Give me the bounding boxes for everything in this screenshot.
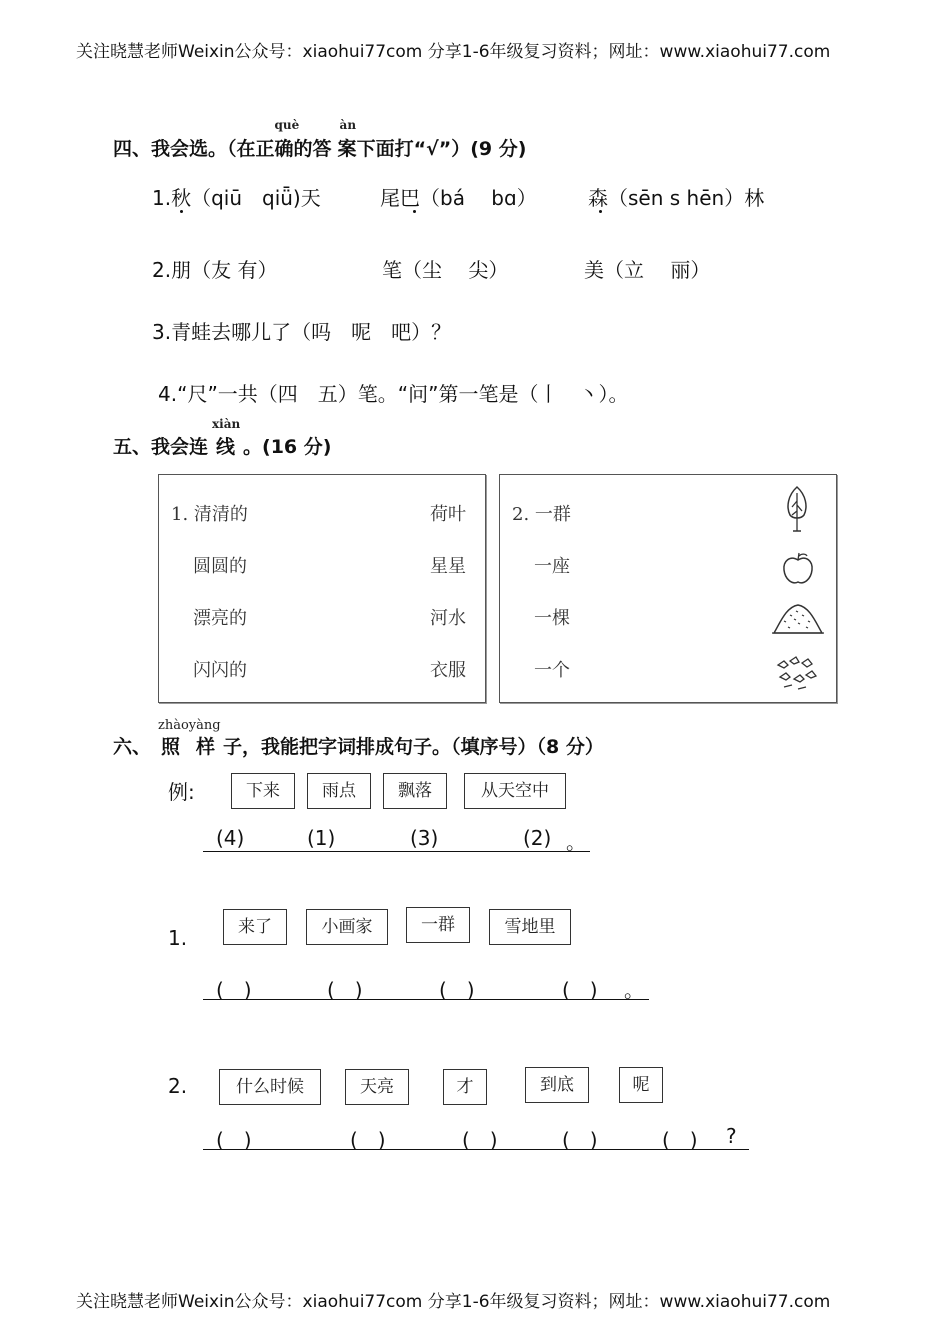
word-box: 一群 [406,907,470,943]
measure-word: 一座 [534,556,570,577]
title-part: 四、我会选。（在正 [113,138,275,160]
page-footer: 关注晓慧老师Weixin公众号：xiaohui77com 分享1-6年级复习资料；网址：www.xiaohui77.com [76,1292,831,1312]
answer-slot: (1) [307,826,336,850]
answer-slot[interactable]: ( ) [216,978,252,1002]
title-part: 五、我会连 [113,436,209,458]
question-4: 4.“尺”一共（四 五）笔。“问”第一笔是（丨 丶）。 [158,382,629,406]
tree-icon [782,485,812,535]
answer-slot[interactable]: ( ) [327,978,363,1002]
word-box: 天亮 [345,1069,409,1105]
title-part: 。(16 分) [243,436,332,458]
pinyin-zhaoyang: zhàoyàng [158,718,221,733]
answer-underline [203,851,590,852]
measure-word: 2. 一群 [512,504,571,525]
word-box: 雪地里 [489,909,571,945]
emphasis-dot [413,210,416,213]
word-box: 什么时候 [219,1069,321,1105]
matching-panel-1 [158,474,486,703]
pinyin-que: què [274,118,300,132]
answer-underline [203,1149,749,1150]
word-box: 呢 [619,1067,663,1103]
answer-slot[interactable]: ( ) [439,978,475,1002]
pinyin-an: àn [339,118,357,132]
example-label: 例: [168,780,195,804]
hill-icon [770,599,826,639]
question-1b: 尾巴（bá bɑ） [380,186,537,210]
title-part: 的答 [293,138,332,160]
answer-slot: (3) [410,826,439,850]
char-an: 案 [337,138,357,160]
question-2b: 笔（尘 尖） [382,258,509,282]
title-part: 下面打“√”）(9 分) [356,138,527,160]
word-box: 才 [443,1069,487,1105]
emphasis-dot [599,210,602,213]
word-box: 来了 [223,909,287,945]
answer-slot[interactable]: ( ) [562,1128,598,1152]
section-4-title [113,118,527,161]
answer-period: 。 [624,978,644,1002]
phrase-right: 河水 [430,608,466,629]
section-6-title [113,732,604,759]
phrase-left: 闪闪的 [193,660,247,681]
question-label: 2. [168,1074,188,1098]
word-box: 到底 [525,1067,589,1103]
pinyin-char-que [274,118,300,161]
phrase-right: 荷叶 [430,504,466,525]
pinyin-char-an [337,118,357,161]
measure-word: 一个 [534,660,570,681]
word-box: 从天空中 [464,773,566,809]
word-box: 飘落 [383,773,447,809]
answer-slot[interactable]: ( ) [662,1128,698,1152]
section-5-title [113,417,332,459]
answer-slot: (2) [523,826,552,850]
answer-slot[interactable]: ( ) [350,1128,386,1152]
word-box: 下来 [231,773,295,809]
question-1c: 森（sēn s hēn）林 [588,186,765,210]
question-1a: 1.秋（qiū qiǖ)天 [152,186,321,210]
answer-underline [203,999,649,1000]
title-part: 六、 [113,736,152,758]
answer-slot[interactable]: ( ) [562,978,598,1002]
matching-panel-2 [499,474,837,703]
birds-icon [774,653,820,693]
question-2c: 美（立 丽） [584,258,711,282]
phrase-right: 星星 [430,556,466,577]
answer-question-mark: ? [726,1124,737,1148]
question-2a: 2.朋（友 有） [152,258,278,282]
apple-icon [780,551,816,587]
title-part: 子，我能把字词排成句子。（填序号）（8 分） [223,736,604,758]
phrase-left: 漂亮的 [193,608,247,629]
pinyin-xian: xiàn [212,417,241,431]
pinyin-char-xian [212,417,241,459]
answer-period: 。 [566,830,586,854]
char-que: 确 [274,138,294,160]
char-xian: 线 [216,436,236,458]
emphasis-dot [180,210,183,213]
measure-word: 一棵 [534,608,570,629]
answer-slot[interactable]: ( ) [462,1128,498,1152]
question-label: 1. [168,926,188,950]
phrase-right: 衣服 [430,660,466,681]
page-header: 关注晓慧老师Weixin公众号：xiaohui77com 分享1-6年级复习资料；网址：www.xiaohui77.com [76,42,831,62]
char-zhao: 照 [161,736,181,758]
word-box: 雨点 [307,773,371,809]
answer-slot: (4) [216,826,245,850]
char-yang: 样 [196,736,216,758]
word-box: 小画家 [306,909,388,945]
question-3: 3.青蛙去哪儿了（吗 呢 吧）？ [152,320,452,344]
answer-slot[interactable]: ( ) [216,1128,252,1152]
phrase-left: 圆圆的 [193,556,247,577]
phrase-left: 1. 清清的 [171,504,248,525]
